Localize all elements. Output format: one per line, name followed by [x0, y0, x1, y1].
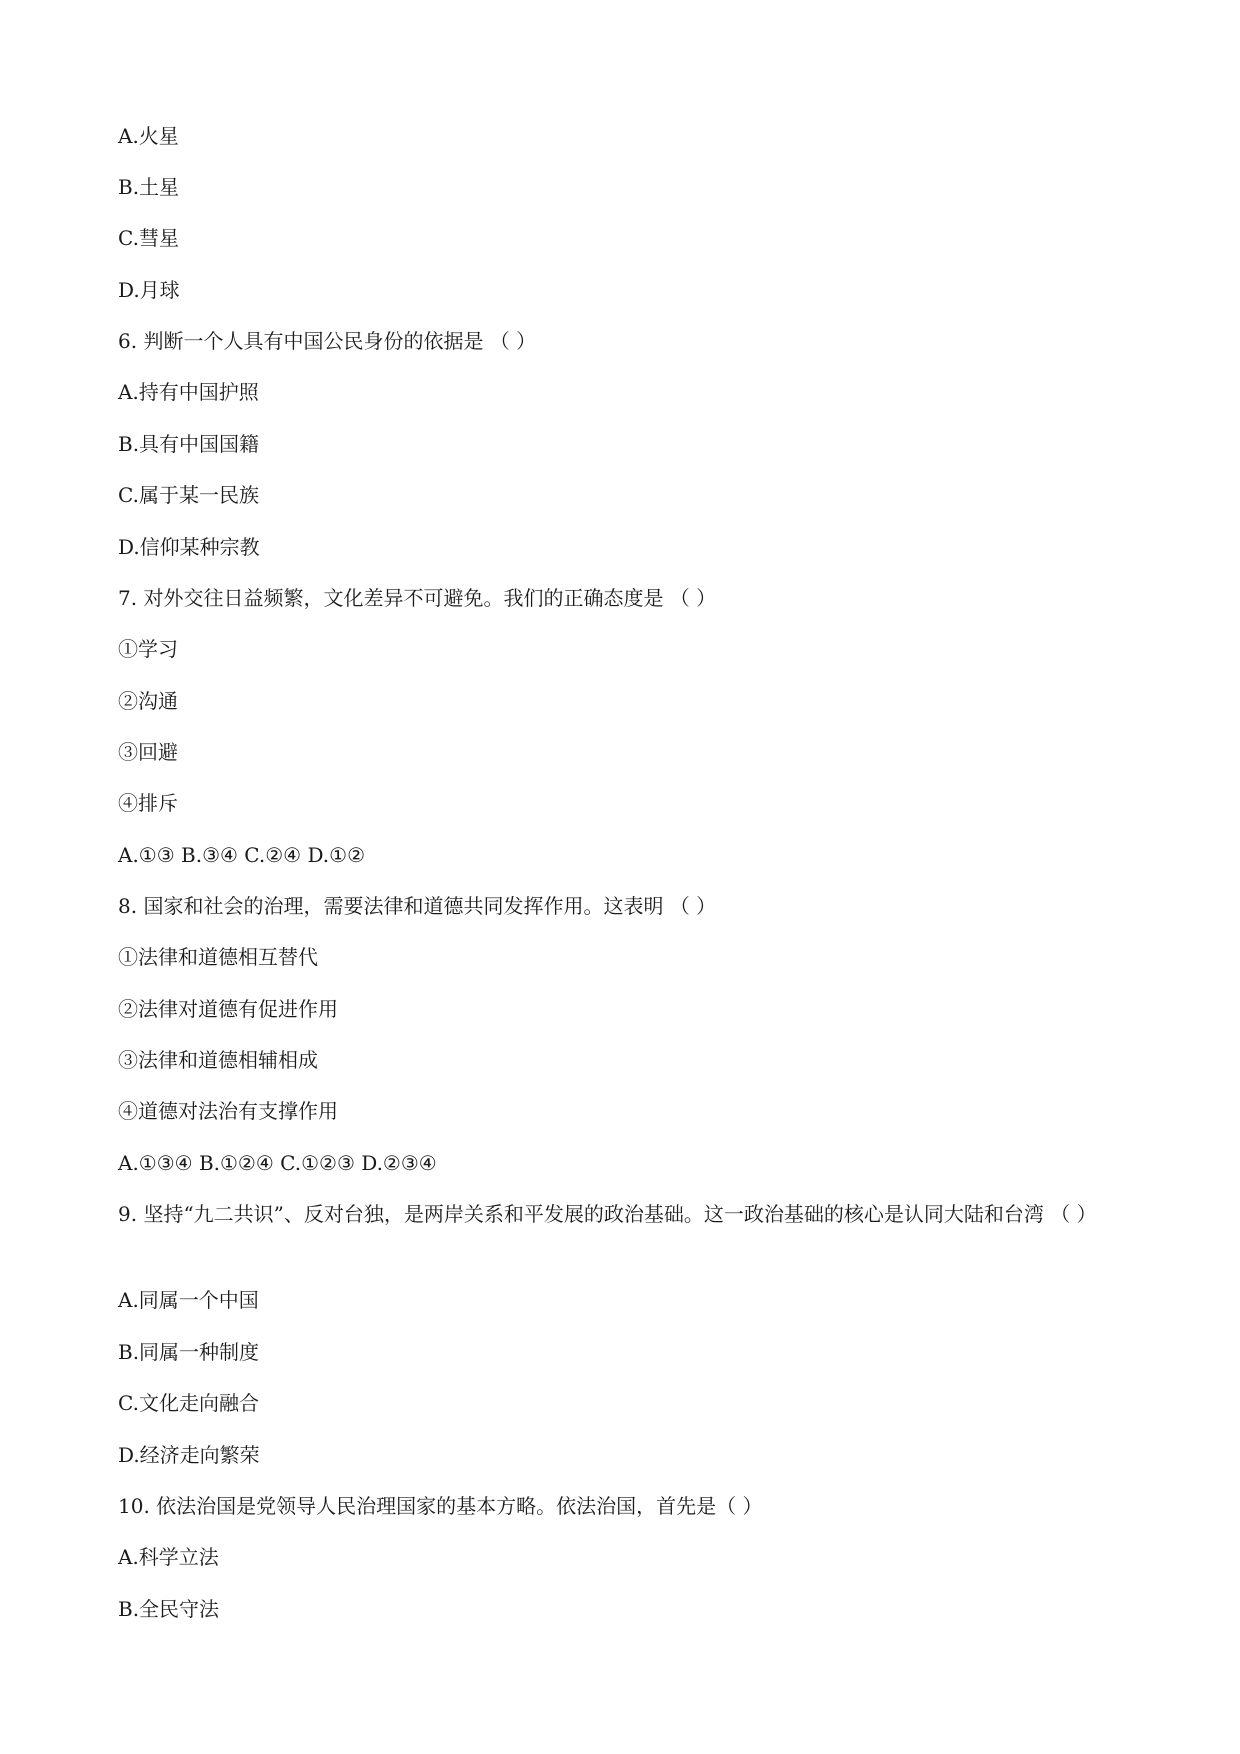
- q5-option-b: B.土星: [118, 175, 180, 199]
- q5-option-a: A.火星: [118, 124, 179, 148]
- q8-statement-3: ③法律和道德相辅相成: [118, 1048, 318, 1072]
- q10-stem: 10. 依法治国是党领导人民治理国家的基本方略。依法治国，首先是（ ）: [118, 1494, 763, 1518]
- q9-option-b: B.同属一种制度: [118, 1340, 260, 1364]
- q7-options: A.①③ B.③④ C.②④ D.①②: [118, 843, 365, 867]
- q6-stem: 6. 判断一个人具有中国公民身份的依据是 （ ）: [118, 329, 537, 353]
- q8-statement-2: ②法律对道德有促进作用: [118, 997, 338, 1021]
- q8-options: A.①③④ B.①②④ C.①②③ D.②③④: [118, 1151, 437, 1175]
- q9-option-a: A.同属一个中国: [118, 1288, 259, 1312]
- q5-option-d: D.月球: [118, 278, 180, 302]
- q9-option-d: D.经济走向繁荣: [118, 1443, 260, 1467]
- q8-statement-1: ①法律和道德相互替代: [118, 945, 318, 969]
- q6-option-d: D.信仰某种宗教: [118, 535, 260, 559]
- q6-option-a: A.持有中国护照: [118, 380, 259, 404]
- q7-statement-3: ③回避: [118, 740, 178, 764]
- q6-option-b: B.具有中国国籍: [118, 432, 260, 456]
- q8-statement-4: ④道德对法治有支撑作用: [118, 1099, 338, 1123]
- q7-statement-2: ②沟通: [118, 689, 178, 713]
- q9-option-c: C.文化走向融合: [118, 1391, 259, 1415]
- q5-option-c: C.彗星: [118, 226, 179, 250]
- q10-option-a: A.科学立法: [118, 1545, 219, 1569]
- q7-statement-4: ④排斥: [118, 791, 178, 815]
- q10-option-b: B.全民守法: [118, 1597, 220, 1621]
- q9-stem: 9. 坚持“九二共识”、反对台独，是两岸关系和平发展的政治基础。这一政治基础的核心是认同大陆和台湾 （ ）: [118, 1202, 1097, 1226]
- q7-stem: 7. 对外交往日益频繁，文化差异不可避免。我们的正确态度是 （ ）: [118, 586, 717, 610]
- q8-stem: 8. 国家和社会的治理，需要法律和道德共同发挥作用。这表明 （ ）: [118, 894, 717, 918]
- q6-option-c: C.属于某一民族: [118, 483, 259, 507]
- q7-statement-1: ①学习: [118, 637, 178, 661]
